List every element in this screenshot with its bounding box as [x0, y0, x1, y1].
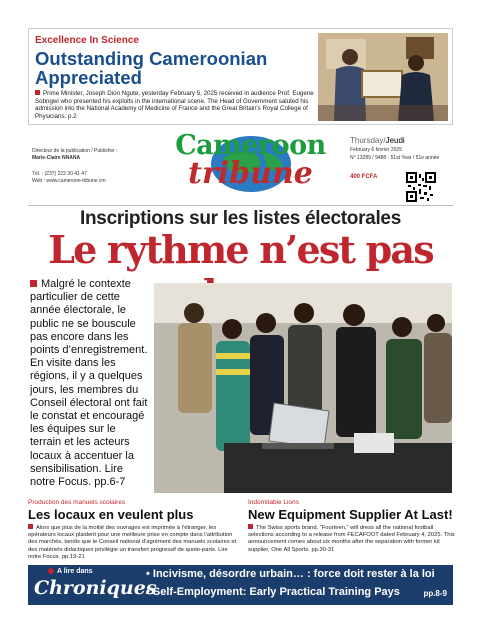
issue-day	[350, 136, 450, 145]
newspaper-logo[interactable]	[163, 130, 338, 195]
logo-tribune: tribune	[188, 156, 313, 191]
masthead-divider	[28, 205, 453, 206]
publisher-label: Directeur de la publication / Publisher :	[32, 148, 118, 154]
chroniques-line-2[interactable]: • Self-Employment: Early Practical Training Pays	[146, 586, 400, 598]
masthead	[28, 130, 453, 202]
bullet-square-icon	[28, 524, 33, 529]
issue-price: 400 FCFA	[350, 174, 378, 180]
lions-kicker: Indomitable Lions	[248, 499, 299, 506]
main-kicker: Inscriptions sur les listes électorales	[80, 208, 401, 229]
textbooks-title[interactable]: Les locaux en veulent plus	[28, 507, 194, 522]
main-headline[interactable]: Le rythme n’est pas	[48, 227, 433, 272]
main-lede-body: Malgré le contexte particulier de cette année électorale, le public ne se bouscule pas encore dans les points d’enregistrement. En visite dans les régions, il y a quelques jours, les membres du Conseil électoral ont fait le constat et encouragé les équipes sur le terrain et les acteurs locaux à accentuer la sensibilisation. Lire notre Focus. pp.6-7	[30, 278, 148, 489]
issue-date: February 6 février 2025	[350, 147, 402, 153]
main-photo	[154, 283, 452, 493]
publisher-web[interactable]: Web : www.cameroon-tribune.cm	[32, 177, 106, 184]
qr-code-icon[interactable]	[406, 172, 436, 202]
banner-text-body: Prime Minister, Joseph Dion Ngute, yesterday February 5, 2025 received in audience Prof. Eugene Sobngwi who presented his exploits in the international scene. The Head of Government saluted his admission into the National Academy of Medicine of France and the Great Britain's Royal College of Physicians. p.2	[35, 90, 314, 120]
bullet-square-icon	[248, 524, 253, 529]
chroniques-label	[48, 568, 93, 575]
bullet-square-icon	[35, 90, 40, 95]
issue-day-en: Thursday/	[350, 136, 386, 145]
main-lede	[30, 278, 148, 489]
issue-day-fr: Jeudi	[385, 136, 405, 145]
issue-number: N° 13289 / 9488 · 51st Year / 51e année	[350, 155, 440, 161]
main-photo-illustration	[154, 283, 452, 493]
banner-title[interactable]: Outstanding Cameroonian Appreciated	[35, 48, 268, 88]
banner-photo-illustration	[318, 33, 448, 121]
logo-cameroon: Cameroon	[175, 130, 326, 161]
story-lions[interactable]	[248, 499, 460, 554]
chroniques-line-1[interactable]: • Incivisme, désordre urbain… : force doit rester à la loi	[146, 568, 435, 580]
bullet-square-icon	[30, 280, 37, 287]
lions-text-body: The Swiss sports brand, “Fourteen,” will dress all the national football selections according to a release from FECAFOOT dated February 4, 2025. This announcement comes about six months after the separation with former kit supplier, One All Sports. pp.30-31	[248, 525, 455, 553]
red-dot-icon	[48, 568, 54, 574]
textbooks-kicker: Production des manuels scolaires	[28, 499, 126, 506]
banner-photo	[318, 33, 448, 121]
story-textbooks[interactable]	[28, 499, 240, 561]
textbooks-text	[28, 524, 240, 561]
lions-title[interactable]: New Equipment Supplier At Last!	[248, 507, 453, 522]
lions-text	[248, 524, 460, 554]
publisher-name: Marie-Claire NNANA	[32, 154, 81, 161]
banner-kicker: Excellence In Science	[35, 35, 139, 46]
chroniques-a-lire: A lire dans	[57, 568, 93, 575]
top-banner[interactable]	[28, 28, 453, 125]
issue-info	[350, 136, 450, 180]
chroniques-title: Chroniques	[34, 577, 157, 599]
chroniques-band[interactable]	[28, 565, 453, 605]
publisher-phone: Tél. : (237) 222 30 41 47	[32, 171, 87, 177]
chroniques-pages: pp.8-9	[423, 589, 447, 598]
publisher-info	[32, 148, 157, 184]
banner-text	[35, 90, 335, 120]
textbooks-text-body: Alors que plus de la moitié des ouvrages est imprimée à l’étranger, les opérateurs locaux plaident pour une meilleure prise en compte dans l’attribution des marchés, tandis que le Conseil national d’agrément des manuels scolaires et des matériels didactiques privilégie un transfert progressif de quote-parts. Lire notre Focus. pp.19-21	[28, 525, 237, 560]
